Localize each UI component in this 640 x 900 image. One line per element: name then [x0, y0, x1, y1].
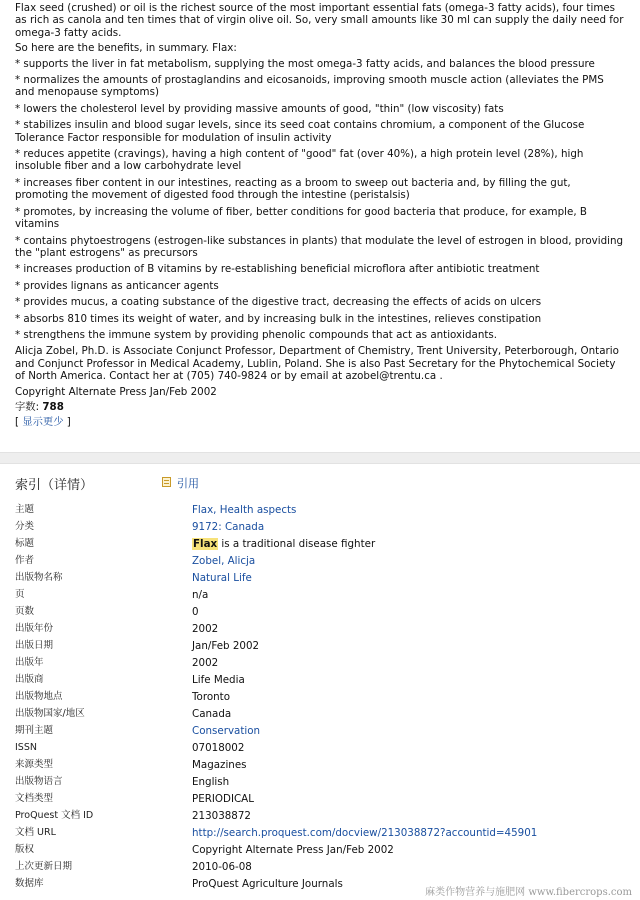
index-row [15, 570, 625, 587]
section-divider [0, 452, 640, 464]
index-row [15, 740, 625, 757]
index-row-label: 标题 [15, 538, 35, 549]
index-row [15, 502, 625, 519]
index-row-value: n/a [192, 589, 209, 601]
index-row [15, 638, 625, 655]
copyright-line: Copyright Alternate Press Jan/Feb 2002 [15, 385, 217, 398]
index-row-value: English [192, 776, 230, 788]
benefit-item: * reduces appetite (cravings), having a high content of "good" fat (over 40%), a high protein level (28%), high insoluble fiber and a low carbohydrate level [15, 148, 584, 173]
search-term-highlight: Flax [193, 538, 218, 550]
index-row-value[interactable]: Natural Life [192, 572, 252, 584]
index-row-label: 数据库 [15, 878, 44, 889]
index-row-label: 出版物地点 [15, 691, 63, 702]
index-row-label: 出版年 [15, 657, 44, 668]
author-bio: Alicja Zobel, Ph.D. is Associate Conjunct Professor, Department of Chemistry, Trent University, Peterborough, Ontario and Conjunct Professor in Medical Academy, Lublin, Poland. She is also Past Secretary for the Phytochemical Society of North America. Contact her at (705) 740-9824 or by email at azobel@trentu.ca . [15, 345, 619, 383]
index-row [15, 672, 625, 689]
index-row-value: Magazines [192, 759, 247, 771]
index-row [15, 808, 625, 825]
index-row-value-text: is a traditional disease fighter [218, 538, 376, 550]
index-row-value: Copyright Alternate Press Jan/Feb 2002 [192, 844, 394, 856]
index-row-label: 文档类型 [15, 793, 54, 804]
benefit-item: * promotes, by increasing the volume of fiber, better conditions for good bacteria that produce, for example, B vitamins [15, 205, 587, 231]
watermark: 麻类作物营养与施肥网 www.fibercrops.com [425, 887, 632, 898]
index-row-value: 07018002 [192, 742, 245, 754]
show-less-link[interactable]: 显示更少 [22, 416, 64, 429]
benefit-item: * lowers the cholesterol level by providing massive amounts of good, "thin" (low viscosity) fats [15, 102, 504, 115]
index-row-value: 2002 [192, 623, 219, 635]
index-row-label: ISSN [15, 742, 37, 753]
benefit-item: * provides mucus, a coating substance of the digestive tract, decreasing the effects of acids on ulcers [15, 296, 542, 309]
index-header [15, 474, 625, 496]
index-row-value[interactable]: http://search.proquest.com/docview/213038872?accountid=45901 [192, 827, 538, 839]
word-count [15, 401, 626, 413]
index-row-value [192, 536, 622, 552]
show-less: [ 显示更少 ] [15, 416, 71, 429]
benefit-item: * increases production of B vitamins by re-establishing beneficial microflora after antibiotic treatment [15, 263, 540, 276]
index-row [15, 536, 625, 553]
index-row-label: 期刊主题 [15, 725, 54, 736]
benefit-item: * supports the liver in fat metabolism, supplying the most omega-3 fatty acids, and balances the blood pressure [15, 57, 595, 70]
summary-lead: So here are the benefits, in summary. Flax: [15, 42, 237, 55]
index-row-label: 上次更新日期 [15, 861, 73, 872]
index-row-value: Life Media [192, 674, 245, 686]
index-details-table [15, 502, 625, 893]
benefit-item: * stabilizes insulin and blood sugar levels, since its seed coat contains chromium, a component of the Glucose Tolerance Factor responsible for modulation of insulin activity [15, 119, 585, 144]
index-row-value: 0 [192, 606, 199, 618]
benefit-item: * absorbs 810 times its weight of water, and by increasing bulk in the intestines, relieves constipation [15, 312, 542, 325]
index-row [15, 655, 625, 672]
benefit-item: * provides lignans as anticancer agents [15, 279, 219, 292]
index-row [15, 859, 625, 876]
index-row [15, 757, 625, 774]
index-row-label: 作者 [15, 555, 35, 566]
index-row-value: Jan/Feb 2002 [192, 640, 260, 652]
index-row-label: 页数 [15, 606, 35, 617]
index-row [15, 604, 625, 621]
index-row-label: 页 [15, 589, 25, 600]
index-row-label: 出版物名称 [15, 572, 63, 583]
index-row [15, 587, 625, 604]
benefit-item: * normalizes the amounts of prostaglandins and eicosanoids, improving smooth muscle action (alleviates the PMS and menopause symptoms) [15, 74, 604, 99]
index-row-value[interactable]: 9172: Canada [192, 521, 265, 533]
index-row-value: Toronto [192, 691, 231, 703]
index-row [15, 689, 625, 706]
index-row [15, 791, 625, 808]
benefit-item: * strengthens the immune system by providing phenolic compounds that act as antioxidants. [15, 328, 498, 341]
index-row-label: 出版年份 [15, 623, 54, 634]
benefit-item: * contains phytoestrogens (estrogen-like substances in plants) that modulate the level of estrogen in blood, providing the "plant estrogens" as precursors [15, 234, 624, 259]
index-row-value[interactable]: Zobel, Alicja [192, 555, 256, 567]
index-row-value: ProQuest Agriculture Journals [192, 878, 343, 890]
index-row-value: PERIODICAL [192, 793, 254, 805]
article-intro: Flax seed (crushed) or oil is the richest source of the most important essential fats (omega-3 fatty acids), four times as rich as canola and ten times that of virgin olive oil. So, very small amounts like 30 ml can supply the daily need for omega-3 fatty acids. [15, 2, 624, 39]
index-row-label: 版权 [15, 844, 35, 855]
index-row-value: 2010-06-08 [192, 861, 252, 873]
index-row [15, 621, 625, 638]
index-row-value: 213038872 [192, 810, 251, 822]
index-row-label: 出版商 [15, 674, 44, 685]
index-row-value[interactable]: Conservation [192, 725, 261, 737]
index-row [15, 553, 625, 570]
index-row-label: 出版物国家/地区 [15, 708, 85, 719]
index-row [15, 519, 625, 536]
word-count-value: 788 [42, 400, 64, 413]
index-row [15, 842, 625, 859]
index-row-label: 文档 URL [15, 827, 56, 838]
index-title: 索引（详情） [15, 478, 94, 493]
index-row-label: 分类 [15, 521, 35, 532]
benefit-item: * increases fiber content in our intestines, reacting as a broom to sweep out bacteria and, by filling the gut, promoting the movement of digested food through the intestine (peristalsis) [15, 176, 571, 202]
index-row [15, 825, 625, 842]
index-row [15, 706, 625, 723]
article-body [0, 0, 640, 445]
index-row-value: Canada [192, 708, 232, 720]
index-row [15, 723, 625, 740]
cite-link[interactable]: 引用 [177, 477, 199, 490]
index-row-value: 2002 [192, 657, 219, 669]
index-row-label: ProQuest 文档 ID [15, 810, 94, 821]
word-count-label: 字数: [15, 400, 40, 413]
index-row-value[interactable]: Flax, Health aspects [192, 504, 297, 516]
benefits-list [15, 58, 626, 342]
cite-icon[interactable] [162, 477, 171, 487]
index-row-label: 出版物语言 [15, 776, 63, 787]
index-row-label: 来源类型 [15, 759, 54, 770]
index-row-label: 出版日期 [15, 640, 54, 651]
index-row-label: 主题 [15, 504, 35, 515]
index-row [15, 774, 625, 791]
